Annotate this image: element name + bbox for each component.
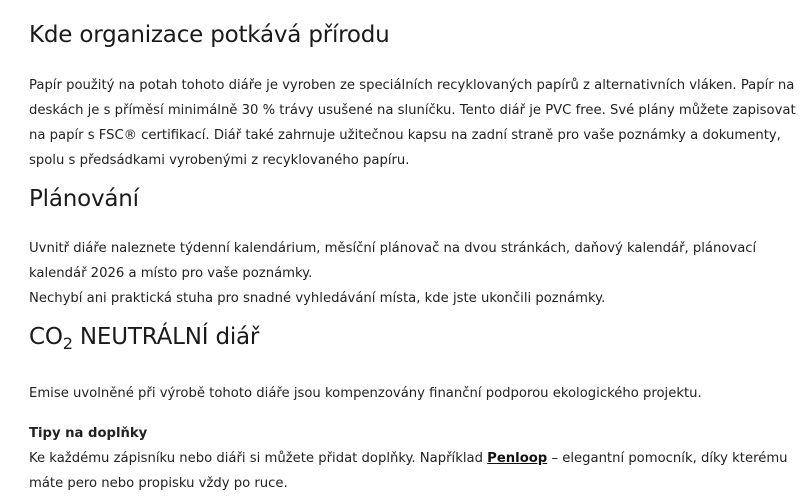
section-heading-planovani: Plánování xyxy=(29,186,139,212)
section-heading-co2 xyxy=(29,324,260,353)
paragraph-line: Emise uvolněné při výrobě tohoto diáře jsou kompenzovány finanční podporou ekologického projektu. xyxy=(29,386,702,401)
paragraph-line: Papír použitý na potah tohoto diáře je vyroben ze speciálních recyklovaných papírů z alternativních vláken. Papír na xyxy=(29,78,795,93)
section-paragraph-tipy xyxy=(29,446,788,496)
paragraph-line xyxy=(29,446,788,471)
section-paragraph-co2 xyxy=(29,381,702,406)
paragraph-line: Nechybí ani praktická stuha pro snadné vyhledávání místa, kde jste ukončili poznámky. xyxy=(29,291,606,306)
section-heading-tipy: Tipy na doplňky xyxy=(29,426,148,441)
paragraph-line: deskách je s příměsí minimálně 30 % trávy usušené na sluníčku. Tento diář je PVC free. Své plány můžete zapisovat xyxy=(29,103,796,118)
text-after-link: – elegantní pomocník, díky kterému xyxy=(547,451,788,466)
heading-co: CO xyxy=(29,324,63,350)
paragraph-line: Uvnitř diáře naleznete týdenní kalendárium, měsíční plánovač na dvou stránkách, daňový kalendář, plánovací xyxy=(29,241,757,256)
heading-neutralni: NEUTRÁLNÍ diář xyxy=(72,324,260,350)
paragraph-line: kalendář 2026 a místo pro vaše poznámky. xyxy=(29,266,313,281)
paragraph-line: na papír s FSC® certifikací. Diář také zahrnuje užitečnou kapsu na zadní straně pro vaše poznámky a dokumenty, xyxy=(29,128,781,143)
section-paragraph-organizace xyxy=(29,73,796,173)
paragraph-line: spolu s předsádkami vyrobenými z recyklovaného papíru. xyxy=(29,153,410,168)
text-before-link: Ke každému zápisníku nebo diáři si můžete přidat doplňky. Například xyxy=(29,451,488,466)
paragraph-line: máte pero nebo propisku vždy po ruce. xyxy=(29,476,288,491)
heading-subscript: 2 xyxy=(62,333,73,353)
section-paragraph-planovani xyxy=(29,236,756,311)
section-heading-organizace: Kde organizace potkává přírodu xyxy=(29,22,390,48)
penloop-link[interactable]: Penloop xyxy=(487,451,548,466)
